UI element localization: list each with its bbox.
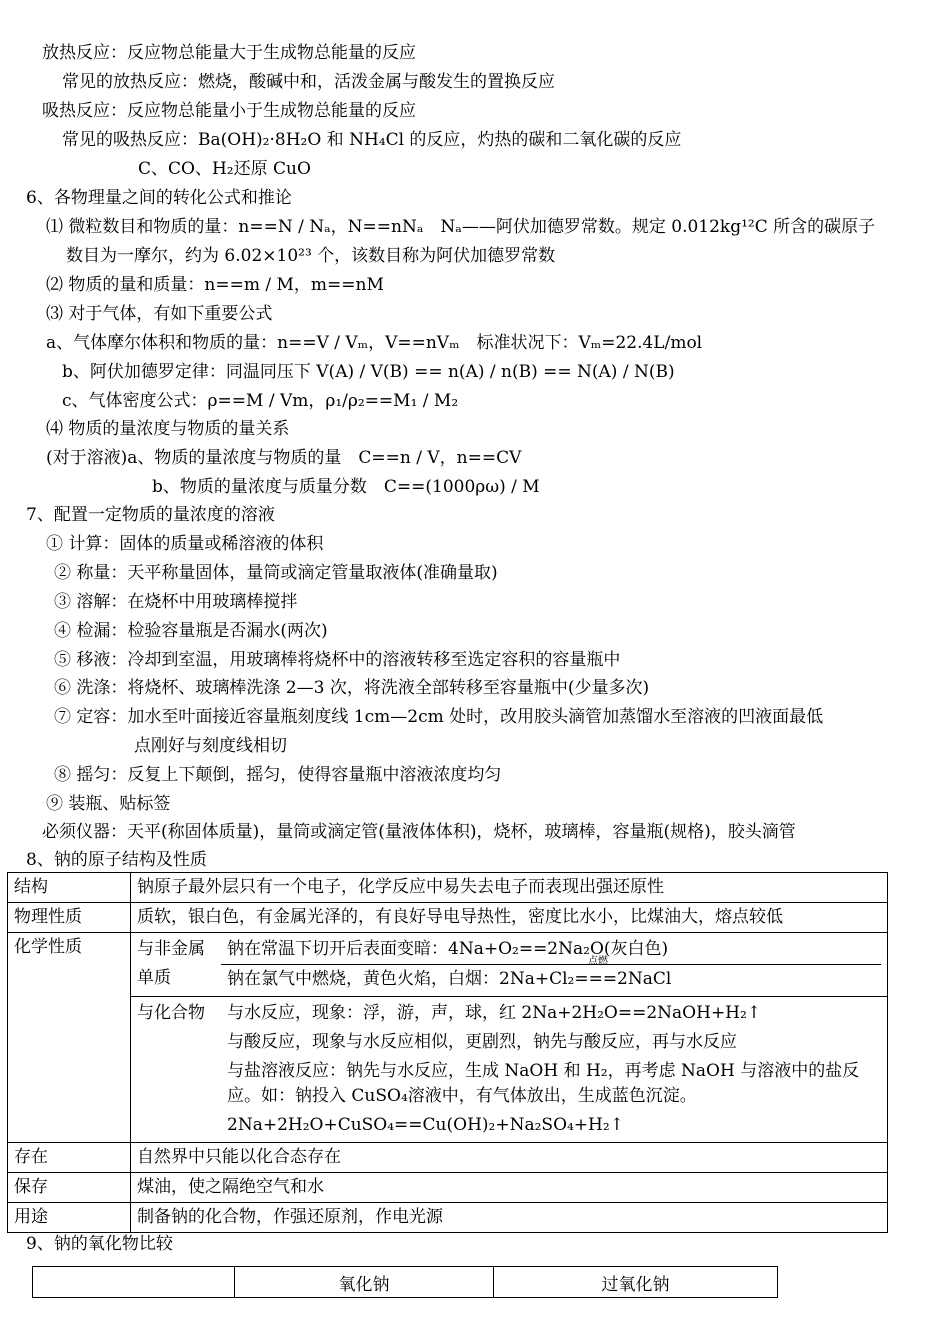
cell-label: 保存 bbox=[8, 1173, 131, 1203]
ignite-annotation: 点燃 bbox=[588, 956, 608, 967]
text-line: ② 称量：天平称量固体，量筒或滴定管量取液体(准确量取) bbox=[54, 563, 498, 583]
cell-value: 与盐溶液反应：钠先与水反应，生成 NaOH 和 H₂，再考虑 NaOH 与溶液中的盐反应。如：钠投入 CuSO₄溶液中，有气体放出，生成蓝色沉淀。 bbox=[227, 1061, 860, 1106]
text-line: ④ 检漏：检验容量瓶是否漏水(两次) bbox=[54, 621, 328, 641]
text-line: ⑵ 物质的量和质量：n==m / M，m==nM bbox=[46, 275, 384, 295]
chemical-properties-cell bbox=[131, 933, 888, 1143]
text-line: ⑤ 移液：冷却到室温，用玻璃棒将烧杯中的溶液转移至选定容积的容量瓶中 bbox=[54, 650, 621, 670]
text-line: 数目为一摩尔，约为 6.02×10²³ 个，该数目称为阿伏加德罗常数 bbox=[66, 246, 556, 266]
text-line: ⑧ 摇匀：反复上下颠倒，摇匀，使得容量瓶中溶液浓度均匀 bbox=[54, 765, 502, 785]
text-line: 放热反应：反应物总能量大于生成物总能量的反应 bbox=[42, 43, 416, 63]
cell-value: 2Na+2H₂O+CuSO₄==Cu(OH)₂+Na₂SO₄+H₂↑ bbox=[227, 1115, 624, 1135]
text-line: 6、各物理量之间的转化公式和推论 bbox=[26, 188, 292, 208]
cell-value: 自然界中只能以化合态存在 bbox=[131, 1143, 888, 1173]
cell-label: 物理性质 bbox=[8, 903, 131, 933]
sodium-oxides-table bbox=[32, 1266, 778, 1298]
cell-empty bbox=[33, 1267, 235, 1298]
cell-header: 氧化钠 bbox=[235, 1267, 494, 1298]
cell-value: 制备钠的化合物，作强还原剂，作电光源 bbox=[131, 1203, 888, 1233]
cell-label: 结构 bbox=[8, 873, 131, 903]
text-line: b、阿伏加德罗定律：同温同压下 V(A) / V(B) == n(A) / n(B) == N(A) / N(B) bbox=[62, 362, 675, 382]
text-line: 7、配置一定物质的量浓度的溶液 bbox=[26, 505, 275, 525]
cell-label: 用途 bbox=[8, 1203, 131, 1233]
cell-value: 钠在常温下切开后表面变暗：4Na+O₂==2Na₂O(灰白色) bbox=[221, 935, 881, 965]
text-line: 9、钠的氧化物比较 bbox=[26, 1234, 173, 1254]
cell-value: 煤油，使之隔绝空气和水 bbox=[131, 1173, 888, 1203]
cell-label: 化学性质 bbox=[8, 933, 131, 1143]
table-row bbox=[8, 903, 888, 933]
table-row bbox=[33, 1267, 778, 1298]
table-row bbox=[8, 873, 888, 903]
text-line: 必须仪器：天平(称固体质量)，量筒或滴定管(量液体体积)，烧杯，玻璃棒，容量瓶(规格)，胶头滴管 bbox=[42, 822, 796, 842]
text-line: ⑥ 洗涤：将烧杯、玻璃棒洗涤 2—3 次，将洗液全部转移至容量瓶中(少量多次) bbox=[54, 678, 650, 698]
cell-value: 钠原子最外层只有一个电子，化学反应中易失去电子而表现出强还原性 bbox=[131, 873, 888, 903]
sodium-properties-table bbox=[7, 872, 888, 1233]
text-line: C、CO、H₂还原 CuO bbox=[138, 159, 311, 179]
cell-value: 与水反应，现象：浮，游，声，球，红 2Na+2H₂O==2NaOH+H₂↑ bbox=[227, 1003, 762, 1023]
cell-header: 过氧化钠 bbox=[494, 1267, 778, 1298]
text-line: 常见的吸热反应：Ba(OH)₂·8H₂O 和 NH₄Cl 的反应，灼热的碳和二氧化碳的反应 bbox=[62, 130, 682, 150]
cell-sublabel: 与非金属单质 bbox=[131, 933, 215, 997]
text-line: ① 计算：固体的质量或稀溶液的体积 bbox=[46, 534, 324, 554]
text-line: a、气体摩尔体积和物质的量：n==V / Vₘ，V==nVₘ 标准状况下：Vₘ=22.4L/mol bbox=[46, 333, 703, 353]
table-row bbox=[8, 1173, 888, 1203]
text-line: c、气体密度公式：ρ==M / Vm，ρ₁/ρ₂==M₁ / M₂ bbox=[62, 391, 459, 411]
text-line: ③ 溶解：在烧杯中用玻璃棒搅拌 bbox=[54, 592, 298, 612]
text-line: 8、钠的原子结构及性质 bbox=[26, 850, 207, 870]
text-line: ⑦ 定容：加水至叶面接近容量瓶刻度线 1cm—2cm 处时，改用胶头滴管加蒸馏水至溶液的凹液面最低 bbox=[54, 707, 824, 727]
table-row bbox=[8, 933, 888, 1143]
cell-sublabel: 与化合物 bbox=[137, 1003, 205, 1023]
cell-value: 与酸反应，现象与水反应相似，更剧烈，钠先与酸反应，再与水反应 bbox=[227, 1032, 737, 1052]
table-row bbox=[8, 1203, 888, 1233]
cell-value: 钠在氯气中燃烧，黄色火焰，白烟：2Na+Cl₂===2NaCl bbox=[227, 969, 672, 989]
text-line: 点刚好与刻度线相切 bbox=[134, 736, 287, 756]
cell-value: 质软，银白色，有金属光泽的，有良好导电导热性，密度比水小，比煤油大，熔点较低 bbox=[131, 903, 888, 933]
text-line: ⑨ 装瓶、贴标签 bbox=[46, 794, 171, 814]
text-line: (对于溶液)a、物质的量浓度与物质的量 C==n / V，n==CV bbox=[46, 448, 522, 468]
table-row bbox=[8, 1143, 888, 1173]
cell-label: 存在 bbox=[8, 1143, 131, 1173]
text-line: ⑶ 对于气体，有如下重要公式 bbox=[46, 304, 273, 324]
text-line: ⑴ 微粒数目和物质的量：n==N / Nₐ，N==nNₐ Nₐ——阿伏加德罗常数。规定 0.012kg¹²C 所含的碳原子 bbox=[46, 217, 876, 237]
text-line: 吸热反应：反应物总能量小于生成物总能量的反应 bbox=[42, 101, 416, 121]
text-line: ⑷ 物质的量浓度与物质的量关系 bbox=[46, 419, 290, 439]
text-line: b、物质的量浓度与质量分数 C==(1000ρω) / M bbox=[152, 477, 540, 497]
text-line: 常见的放热反应：燃烧，酸碱中和，活泼金属与酸发生的置换反应 bbox=[62, 72, 555, 92]
